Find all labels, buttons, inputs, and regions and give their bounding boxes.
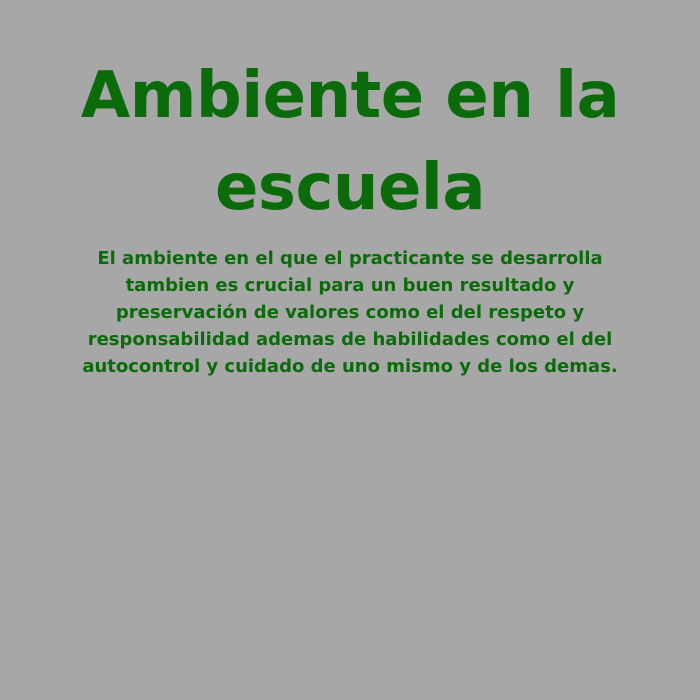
page-title: Ambiente en la escuela — [80, 59, 620, 225]
body-paragraph: El ambiente en el que el practicante se desarrolla tambien es crucial para un buen resultado y preservación de valores como el del respeto y responsabilidad ademas de habilidades como el del autocontrol y cuidado de uno mismo y de los demas. — [82, 248, 618, 377]
